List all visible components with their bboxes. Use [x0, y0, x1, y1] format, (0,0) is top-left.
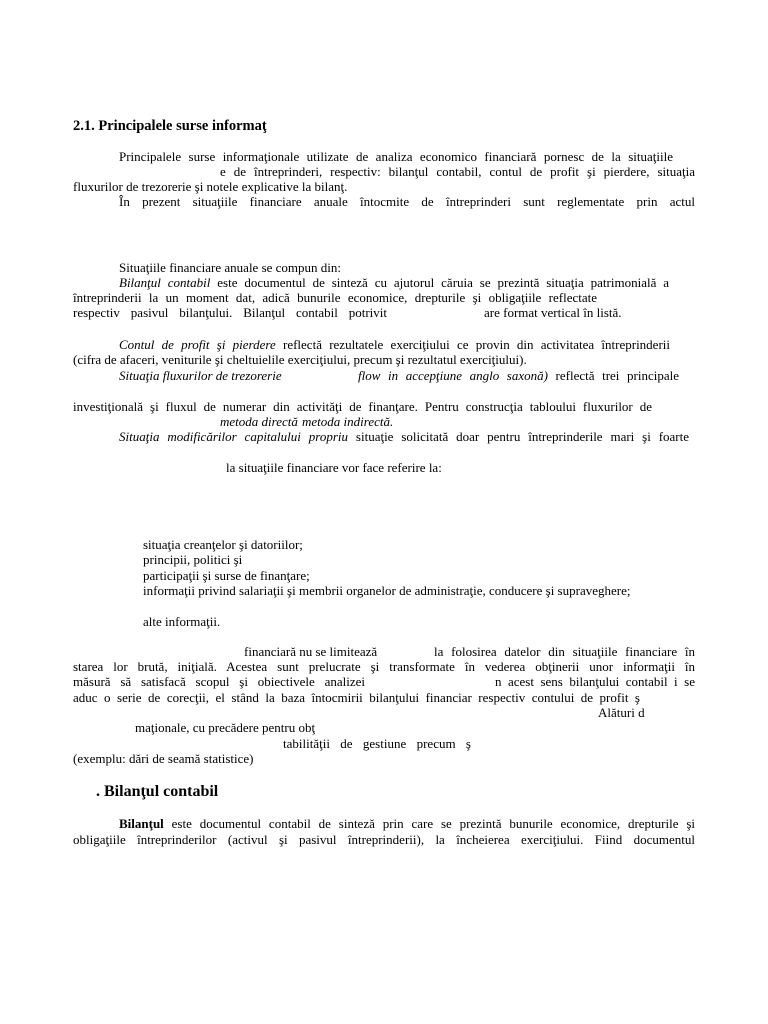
cash-flow-term-2: flow in accepţiune anglo saxonă): [358, 368, 548, 383]
equity-changes-text: situaţie solicitată doar pentru întreprinderile mari şi foarte: [355, 429, 690, 444]
cash-flow-line-1: [358, 368, 679, 383]
balance-sheet-definition-line-2: obligaţiile întreprinderilor (activul şi pasivul întreprinderii), la încheierea exerciţiului. Fiind documentul: [73, 832, 695, 847]
processing-line-2: starea lor brută, iniţială. Acestea sunt prelucrate şi transformate în vederea obţinerii unor informaţii în: [73, 659, 695, 674]
section-heading: 2.1. Principalele surse informaţ: [73, 118, 267, 134]
processing-line-1-end: la folosirea datelor din situaţiile financiare în: [434, 644, 695, 659]
balance-sheet-line-3-start: respectiv pasivul bilanţului. Bilanţul contabil potrivit: [73, 305, 387, 320]
profit-loss-text: reflectă rezultatele exerciţiului ce provin din activitatea întreprinderii: [283, 337, 671, 352]
notes-list-item: participaţii şi surse de finanţare;: [143, 568, 310, 583]
components-intro: Situaţiile financiare anuale se compun din:: [119, 260, 342, 275]
profit-loss-line-2: (cifra de afaceri, veniturile şi cheltuielile exerciţiului, precum şi rezultatul exerciţiului).: [73, 352, 527, 367]
balance-sheet-definition-text: este documentul contabil de sinteză prin care se prezintă bunurile economice, drepturile şi: [171, 816, 696, 831]
cash-flow-term: Situaţia fluxurilor de trezorerie: [119, 368, 282, 383]
method-indirect: metoda indirectă.: [302, 414, 394, 429]
cash-flow-text: reflectă trei principale: [555, 368, 679, 383]
equity-changes-term: Situaţia modificărilor capitalului propriu: [119, 429, 349, 444]
processing-line-7: tabilităţii de gestiune precum ş: [283, 736, 471, 751]
processing-line-4: aduc o serie de corecţii, el stând la baza întocmirii bilanţului financiar respectiv contului de profit ş: [73, 690, 640, 705]
balance-sheet-text: este documentul de sinteză cu ajutorul căruia se prezintă situaţia patrimonială a: [217, 275, 669, 290]
balance-sheet-definition-term: Bilanţul: [119, 816, 164, 831]
balance-sheet-term: Bilanţul contabil: [119, 275, 211, 290]
balance-sheet-line-1: [119, 275, 669, 290]
profit-loss-term: Contul de profit şi pierdere: [119, 337, 276, 352]
regulation-line: În prezent situaţiile financiare anuale întocmite de întreprinderi sunt reglementate prin actul: [119, 194, 695, 209]
cash-flow-line-2: investiţională şi fluxul de numerar din activităţi de finanţare. Pentru construcţia tabloului fluxurilor de: [73, 399, 652, 414]
equity-changes-line-1: [119, 429, 689, 444]
balance-sheet-heading: . Bilanţul contabil: [96, 783, 219, 800]
balance-sheet-line-3-end: are format vertical în listă.: [484, 305, 622, 320]
profit-loss-line-1: [119, 337, 670, 352]
notes-list-item: informaţii privind salariaţii şi membrii organelor de administraţie, conducere şi supraveghere;: [143, 583, 631, 598]
notes-list-item: alte informaţii.: [143, 614, 221, 629]
processing-line-6: maţionale, cu precădere pentru obţ: [135, 720, 316, 735]
intro-line-1: Principalele surse informaţionale utilizate de analiza economico financiară pornesc de la situaţiile: [119, 149, 673, 164]
processing-line-8: (exemplu: dări de seamă statistice): [73, 751, 254, 766]
processing-line-3-start: măsură să satisfacă scopul şi obiectivele analizei: [73, 674, 365, 689]
intro-line-3: fluxurilor de trezorerie şi notele explicative la bilanţ.: [73, 179, 348, 194]
processing-line-1-start: financiară nu se limitează: [244, 644, 378, 659]
intro-line-2: e de întreprinderi, respectiv: bilanţul contabil, contul de profit şi pierdere, situaţia: [220, 164, 695, 179]
processing-line-3-end: n acest sens bilanţului contabil i se: [495, 674, 695, 689]
balance-sheet-definition-line-1: [119, 816, 695, 831]
processing-line-5: Alături d: [598, 705, 645, 720]
notes-intro: la situaţiile financiare vor face referire la:: [226, 460, 442, 475]
notes-list-item: principii, politici şi: [143, 552, 243, 567]
balance-sheet-line-2: întreprinderii la un moment dat, adică bunurile economice, drepturile şi obligaţiile reflectate: [73, 290, 597, 305]
notes-list-item: situaţia creanţelor şi datoriilor;: [143, 537, 303, 552]
method-direct: metoda directă: [220, 414, 298, 429]
